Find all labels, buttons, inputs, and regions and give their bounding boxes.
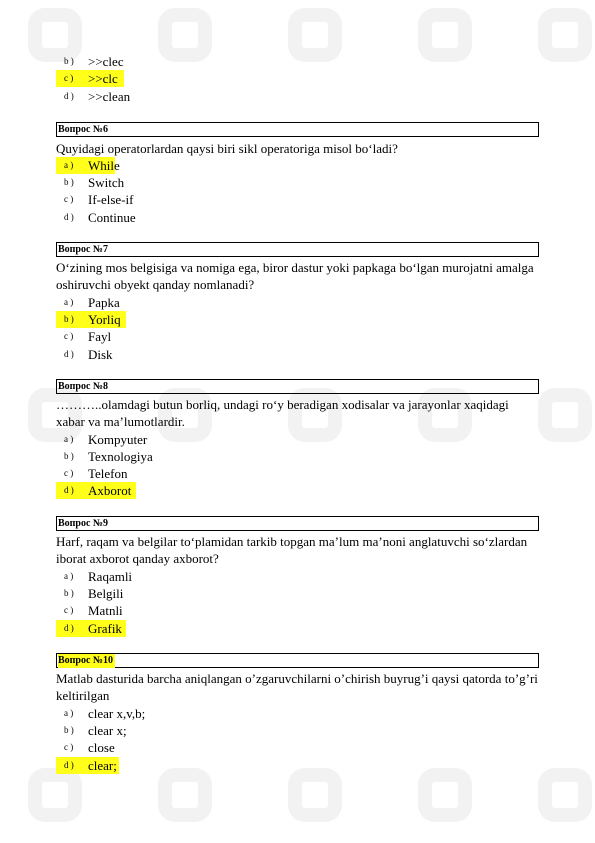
option-text: clear x; bbox=[88, 723, 127, 738]
option-letter: c ) bbox=[64, 468, 74, 478]
answer-option[interactable] bbox=[56, 209, 146, 226]
answer-option[interactable] bbox=[56, 722, 146, 739]
question-text: O‘zining mos belgisiga va nomiga ega, biror dastur yoki papkaga bo‘lgan murojatni amalga oshiruvchi obyekt qanday nomlanadi? bbox=[56, 260, 534, 292]
option-text: clear; bbox=[88, 758, 117, 773]
question-header: Вопрос №7 bbox=[56, 242, 539, 257]
option-text: Papka bbox=[88, 295, 120, 310]
question-header bbox=[56, 653, 539, 668]
option-text: Continue bbox=[88, 210, 136, 225]
option-letter: d ) bbox=[64, 349, 74, 359]
answer-option[interactable] bbox=[56, 705, 166, 722]
option-letter: d ) bbox=[64, 212, 74, 222]
option-text: Fayl bbox=[88, 329, 112, 344]
answer-option-selected[interactable] bbox=[56, 311, 126, 328]
answer-option[interactable] bbox=[56, 328, 136, 345]
option-letter: c ) bbox=[64, 331, 74, 341]
option-letter: d ) bbox=[64, 760, 74, 770]
question-text: Quyidagi operatorlardan qaysi biri sikl operatoriga misol bo‘ladi? bbox=[56, 141, 398, 156]
answer-option[interactable] bbox=[56, 53, 130, 70]
answer-option[interactable] bbox=[56, 191, 146, 208]
answer-option[interactable] bbox=[56, 157, 120, 174]
option-text: If-else-if bbox=[88, 192, 134, 207]
option-letter: a ) bbox=[64, 160, 74, 170]
option-letter: a ) bbox=[64, 708, 74, 718]
answer-option[interactable] bbox=[56, 294, 136, 311]
question-text: Matlab dasturida barcha aniqlangan o’zgaruvchilarni o’chirish buyrug’i qaysi qatorda to’g’ri keltirilgan bbox=[56, 671, 538, 703]
option-letter: d ) bbox=[64, 91, 74, 101]
option-letter: c ) bbox=[64, 73, 74, 83]
option-letter: c ) bbox=[64, 742, 74, 752]
option-text: Grafik bbox=[88, 621, 122, 636]
answer-option[interactable] bbox=[56, 88, 136, 105]
option-letter: b ) bbox=[64, 588, 74, 598]
question-text: ………..olamdagi butun borliq, undagi ro‘y beradigan xodisalar va jarayonlar xaqidagi xabar va ma’lumotlardir. bbox=[56, 397, 509, 429]
option-letter: b ) bbox=[64, 725, 74, 735]
option-text: Yorliq bbox=[88, 312, 121, 327]
option-letter: c ) bbox=[64, 194, 74, 204]
question-header: Вопрос №9 bbox=[56, 516, 539, 531]
option-letter: a ) bbox=[64, 297, 74, 307]
option-text: Disk bbox=[88, 347, 113, 362]
answer-option-selected[interactable] bbox=[56, 757, 119, 774]
option-letter: b ) bbox=[64, 177, 74, 187]
answer-option[interactable] bbox=[56, 431, 156, 448]
option-text: Kompyuter bbox=[88, 432, 148, 447]
option-text: close bbox=[88, 740, 115, 755]
question-header: Вопрос №8 bbox=[56, 379, 539, 394]
option-text: While bbox=[88, 158, 120, 173]
option-text: Switch bbox=[88, 175, 125, 190]
option-letter: d ) bbox=[64, 485, 74, 495]
option-letter: a ) bbox=[64, 434, 74, 444]
option-letter: b ) bbox=[64, 56, 74, 66]
option-text: clear x,v,b; bbox=[88, 706, 146, 721]
option-text: Texnologiya bbox=[88, 449, 153, 464]
option-letter: a ) bbox=[64, 571, 74, 581]
answer-option[interactable] bbox=[56, 174, 136, 191]
question-header-label: Вопрос №10 bbox=[58, 655, 113, 666]
option-text: Raqamli bbox=[88, 569, 133, 584]
option-text: Axborot bbox=[88, 483, 132, 498]
option-text: >>clc bbox=[88, 71, 118, 86]
answer-option[interactable] bbox=[56, 346, 136, 363]
question-text: Harf, raqam va belgilar to‘plamidan tarkib topgan ma’lum ma’noni anglatuvchi so‘zlardan iborat axborot qanday axborot? bbox=[56, 534, 528, 566]
option-letter: c ) bbox=[64, 605, 74, 615]
option-text: >>clec bbox=[88, 54, 124, 69]
answer-option[interactable] bbox=[56, 465, 146, 482]
option-text: Belgili bbox=[88, 586, 124, 601]
option-text: Telefon bbox=[88, 466, 128, 481]
answer-option[interactable] bbox=[56, 568, 156, 585]
answer-option-selected[interactable] bbox=[56, 620, 126, 637]
answer-option-selected[interactable] bbox=[56, 70, 124, 87]
answer-option[interactable] bbox=[56, 585, 146, 602]
option-text: >>clean bbox=[88, 89, 131, 104]
option-letter: d ) bbox=[64, 623, 74, 633]
answer-option[interactable] bbox=[56, 602, 146, 619]
option-letter: b ) bbox=[64, 314, 74, 324]
answer-option[interactable] bbox=[56, 448, 166, 465]
answer-option-selected[interactable] bbox=[56, 482, 136, 499]
answer-option[interactable] bbox=[56, 739, 146, 756]
option-letter: b ) bbox=[64, 451, 74, 461]
question-header: Вопрос №6 bbox=[56, 122, 539, 137]
option-text: Matnli bbox=[88, 603, 123, 618]
